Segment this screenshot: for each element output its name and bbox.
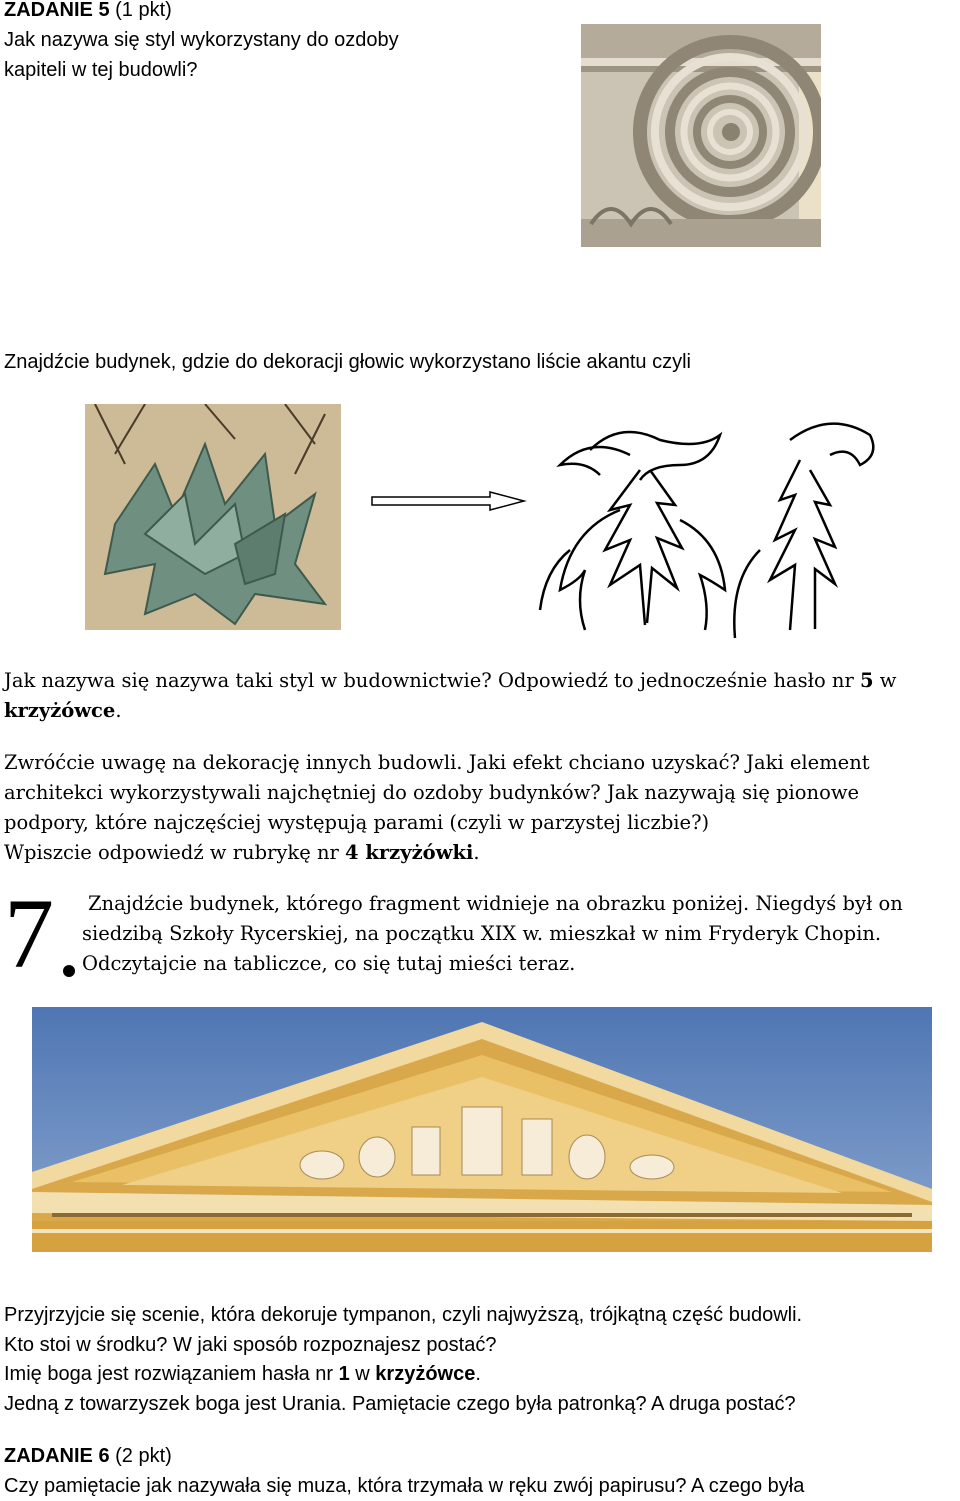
section7-line2: siedzibą Szkoły Rycerskiej, na początku XIX w. mieszkał w nim Fryderyk Chopin. [82, 922, 882, 945]
tympanum-line1: Przyjrzyjcie się scenie, która dekoruje tympanon, czyli najwyższą, trójkątną część budowli. [4, 1304, 803, 1326]
acanthus-ornament-drawing [530, 410, 882, 640]
style-question-dot: . [115, 699, 122, 722]
arrow-right-icon [370, 490, 528, 512]
style-question-number: 5 [860, 669, 874, 692]
style-question-line2 [4, 696, 122, 726]
tympanum-line3-w: w [349, 1363, 376, 1385]
section7-line1-b: Niegdyś był on [749, 892, 903, 915]
task6-heading [4, 1441, 172, 1471]
tympanum-line4: Jedną z towarzyszek boga jest Urania. Pamiętacie czego była patronką? A druga postać? [4, 1393, 796, 1415]
decoration-line4-pre: Wpiszcie odpowiedź w rubrykę nr [4, 841, 346, 864]
decoration-line4-word: krzyżówki [358, 841, 474, 864]
section7-line1-a: Znajdźcie budynek, którego fragment widnieje na obrazku poniżej. [88, 892, 750, 915]
decoration-line4 [4, 838, 480, 868]
acanthus-plant-photo [85, 404, 341, 630]
decoration-line2-b: Jak nazywają się pionowe [600, 781, 860, 804]
ionic-capital-photo [581, 24, 821, 247]
section7-line3: Odczytajcie na tabliczce, co się tutaj mieści teraz. [82, 952, 576, 975]
task6-heading-points: (2 pkt) [109, 1445, 172, 1467]
decoration-line1-b: Jaki element [739, 751, 870, 774]
task5-question-line1: Jak nazywa się styl wykorzystany do ozdoby [4, 29, 399, 51]
decoration-line1-a: Zwróćcie uwagę na dekorację innych budowli. Jaki efekt chciano uzyskać? [4, 751, 740, 774]
crossword-word: krzyżówce [4, 699, 116, 722]
task5-question-line2: kapiteli w tej budowli? [4, 59, 198, 81]
section-number: 7 [4, 878, 54, 989]
pediment-photo [32, 1007, 932, 1252]
decoration-line2-a: architekci wykorzystywali najchętniej do ozdoby budynków? [4, 781, 601, 804]
task6-heading-label: ZADANIE 6 [4, 1445, 110, 1467]
task5-heading-label: ZADANIE 5 [4, 0, 110, 21]
decoration-line1 [4, 748, 870, 778]
tympanum-line3-dot: . [475, 1363, 481, 1385]
task6-question: Czy pamiętacie jak nazywała się muza, która trzymała w ręku zwój papirusu? A czego była [4, 1475, 805, 1497]
style-question-line1 [4, 666, 896, 696]
style-question-w: w [873, 669, 897, 692]
style-question-text: Jak nazywa się nazywa taki styl w budownictwie? Odpowiedź to jednocześnie hasło nr [4, 669, 861, 692]
tympanum-line3-number: 1 [338, 1363, 350, 1385]
task5-heading-points: (1 pkt) [109, 0, 172, 21]
decoration-line3: podpory, które najczęściej występują parami (czyli w parzystej liczbie?) [4, 811, 710, 834]
decoration-line4-number: 4 [345, 841, 359, 864]
bullet-icon [63, 965, 75, 977]
task5-heading [4, 0, 172, 25]
decoration-line4-dot: . [473, 841, 480, 864]
tympanum-line2: Kto stoi w środku? W jaki sposób rozpoznajesz postać? [4, 1334, 497, 1356]
tympanum-line3 [4, 1359, 481, 1389]
tympanum-line3-pre: Imię boga jest rozwiązaniem hasła nr [4, 1363, 339, 1385]
decoration-line2 [4, 778, 859, 808]
acanthus-intro: Znajdźcie budynek, gdzie do dekoracji głowic wykorzystano liście akantu czyli [4, 351, 691, 373]
section7-line1 [88, 889, 903, 919]
tympanum-line3-word: krzyżówce [375, 1363, 476, 1385]
